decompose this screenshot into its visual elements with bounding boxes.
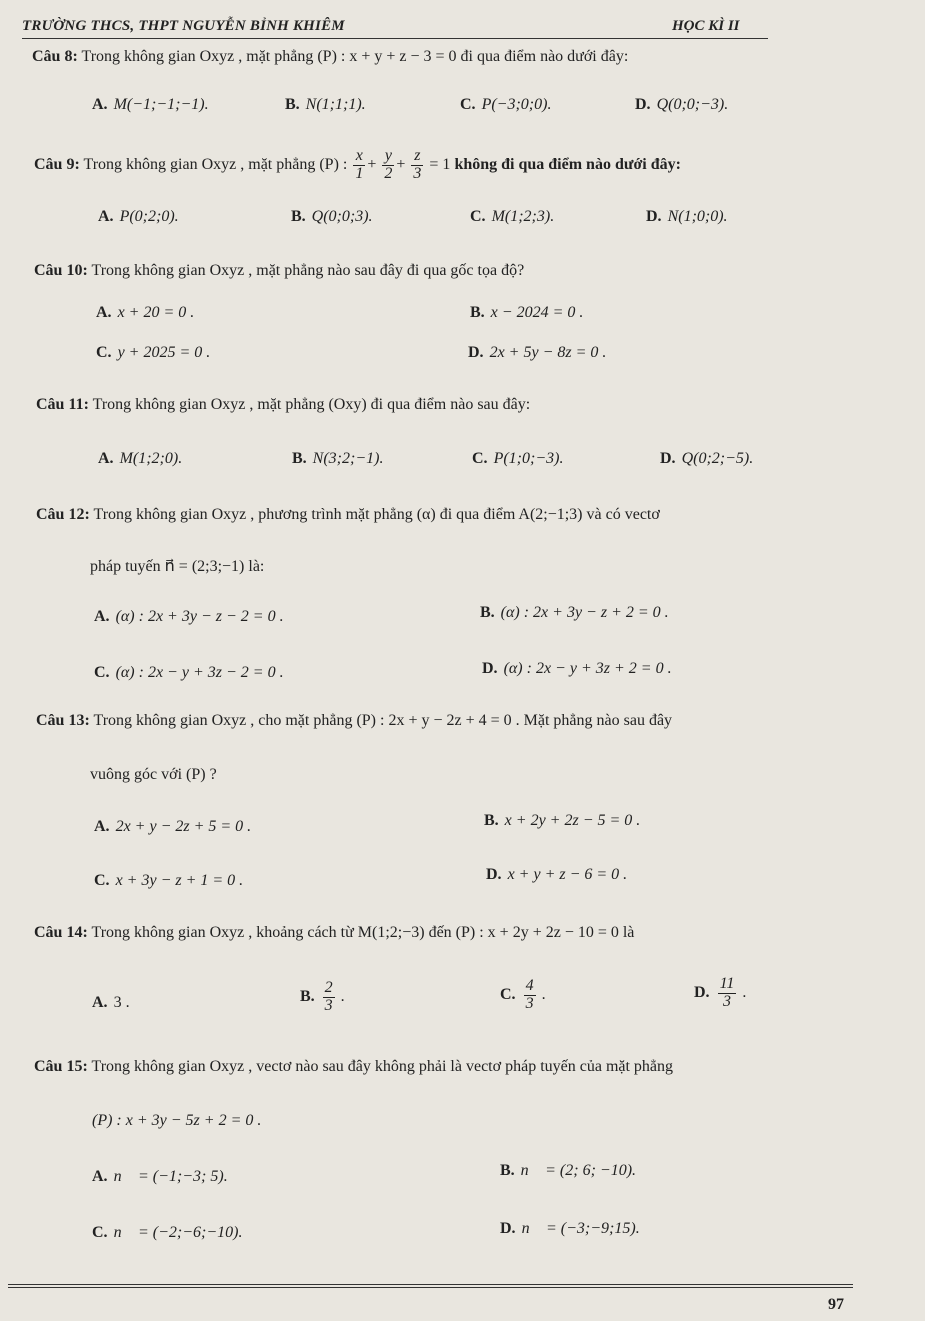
option-label: C.	[500, 985, 516, 1003]
option-text: (α) : 2x − y + 3z − 2 = 0 .	[115, 664, 284, 681]
question-8-text: Trong không gian Oxyz , mặt phẳng (P) : x + y + z − 3 = 0 đi qua điểm nào dưới đây:	[81, 48, 629, 65]
question-14	[34, 924, 634, 942]
q10-option-c[interactable]	[96, 344, 210, 362]
q8-option-b[interactable]	[285, 96, 366, 114]
option-fraction	[718, 976, 737, 1011]
option-label: A.	[92, 1168, 108, 1185]
option-fraction	[524, 978, 536, 1013]
frac-num: 11	[719, 975, 735, 992]
question-8-label: Câu 8:	[32, 48, 78, 65]
option-text: x + 2y + 2z − 5 = 0 .	[504, 812, 641, 829]
option-label: A.	[92, 96, 108, 113]
option-label: B.	[292, 450, 307, 467]
q10-option-d[interactable]	[468, 344, 606, 362]
option-label: B.	[300, 987, 315, 1005]
option-label: A.	[96, 304, 112, 321]
frac-den: 3	[722, 992, 731, 1010]
option-text: M(1;2;3).	[491, 208, 555, 225]
option-text: N(3;2;−1).	[312, 450, 384, 467]
q12-option-a[interactable]	[94, 608, 284, 626]
option-label: D.	[660, 450, 676, 467]
frac-den: 2	[384, 164, 393, 182]
q14-option-d[interactable]: D. $\frac{11}{3}$ .	[694, 975, 747, 1010]
q8-option-d[interactable]	[635, 96, 728, 114]
option-label: D.	[486, 866, 502, 883]
option-text: n⃗ = (−2;−6;−10).	[113, 1224, 243, 1241]
fraction-x-1	[353, 148, 365, 183]
frac-den: 3	[525, 994, 534, 1012]
option-text: N(1;0;0).	[667, 208, 728, 225]
frac-num: y	[382, 148, 394, 166]
option-label: D.	[500, 1220, 516, 1237]
option-label: C.	[94, 664, 110, 681]
question-14-text: Trong không gian Oxyz , khoảng cách từ M(1;2;−3) đến (P) : x + 2y + 2z − 10 = 0 là	[91, 924, 635, 941]
option-text: Q(0;0;3).	[311, 208, 373, 225]
question-9-text-before: Trong không gian Oxyz , mặt phẳng (P) :	[83, 155, 348, 173]
option-label: B.	[500, 1162, 515, 1179]
option-text: x + y + z − 6 = 0 .	[507, 866, 628, 883]
option-text: y + 2025 = 0 .	[117, 344, 211, 361]
q9-option-d[interactable]	[646, 208, 728, 226]
option-label: A.	[94, 608, 110, 625]
question-13	[36, 712, 672, 730]
frac-num: z	[411, 148, 423, 166]
option-label: D.	[635, 96, 651, 113]
question-13-text: Trong không gian Oxyz , cho mặt phẳng (P) : 2x + y − 2z + 4 = 0 . Mặt phẳng nào sau đây	[93, 712, 673, 729]
school-name: TRƯỜNG THCS, THPT NGUYỄN BỈNH KHIÊM	[22, 18, 345, 34]
header-divider	[22, 38, 768, 39]
option-label: A.	[98, 450, 114, 467]
option-label: B.	[470, 304, 485, 321]
option-label: C.	[470, 208, 486, 225]
question-13-cont: vuông góc với (P) ?	[90, 766, 217, 783]
option-label: C.	[460, 96, 476, 113]
q11-option-c[interactable]	[472, 450, 563, 468]
q9-option-c[interactable]	[470, 208, 554, 226]
frac-num: x	[353, 148, 365, 166]
option-label: C.	[92, 1224, 108, 1241]
option-label: B.	[291, 208, 306, 225]
question-12-label: Câu 12:	[36, 506, 90, 523]
option-label: A.	[94, 818, 110, 835]
question-8	[32, 48, 628, 66]
question-13-label: Câu 13:	[36, 712, 90, 729]
question-10-label: Câu 10:	[34, 262, 88, 279]
fraction-z-3	[411, 148, 423, 183]
option-text: P(0;2;0).	[119, 208, 179, 225]
option-text: 2x + 5y − 8z = 0 .	[489, 344, 607, 361]
option-text: 3 .	[113, 994, 130, 1011]
question-15-text: Trong không gian Oxyz , vectơ nào sau đây không phải là vectơ pháp tuyến của mặt phẳng	[91, 1058, 674, 1075]
q14-option-c[interactable]: C. $\frac{4}{3}$ .	[500, 977, 546, 1012]
option-text: (α) : 2x + 3y − z − 2 = 0 .	[115, 608, 284, 625]
q13-option-d[interactable]	[486, 866, 627, 884]
question-10-text: Trong không gian Oxyz , mặt phẳng nào sau đây đi qua gốc tọa độ?	[91, 262, 525, 279]
option-label: D.	[468, 344, 484, 361]
q13-option-b[interactable]	[484, 812, 640, 830]
footer-divider	[8, 1284, 853, 1288]
option-text: M(−1;−1;−1).	[113, 96, 209, 113]
option-text: x − 2024 = 0 .	[490, 304, 584, 321]
option-label: B.	[484, 812, 499, 829]
q13-option-a[interactable]	[94, 818, 251, 836]
option-label: D.	[482, 660, 498, 677]
option-label: B.	[285, 96, 300, 113]
question-11	[36, 396, 530, 414]
option-text: Q(0;0;−3).	[656, 96, 729, 113]
frac-den: 1	[355, 164, 364, 182]
option-label: D.	[694, 983, 710, 1001]
frac-num: 2	[324, 979, 333, 996]
q14-option-b[interactable]: B. $\frac{2}{3}$ .	[300, 979, 345, 1014]
option-text: P(1;0;−3).	[493, 450, 564, 467]
q10-option-b[interactable]	[470, 304, 583, 322]
question-9-text-after: không đi qua điểm nào dưới đây:	[454, 155, 681, 173]
q8-option-a[interactable]	[92, 96, 209, 114]
q10-option-a[interactable]	[96, 304, 194, 322]
question-11-label: Câu 11:	[36, 396, 89, 413]
q12-option-c[interactable]	[94, 664, 284, 682]
q15-option-d[interactable]	[500, 1220, 640, 1238]
q8-option-c[interactable]	[460, 96, 551, 114]
option-label: B.	[480, 604, 495, 621]
frac-den: 3	[324, 996, 333, 1014]
q11-option-a[interactable]	[98, 450, 182, 468]
q15-option-b[interactable]	[500, 1162, 636, 1180]
question-15	[34, 1058, 673, 1076]
option-text: x + 3y − z + 1 = 0 .	[115, 872, 244, 889]
option-text: n⃗ = (−3;−9;15).	[521, 1220, 640, 1237]
question-12-cont: pháp tuyến n⃗ = (2;3;−1) là:	[90, 558, 265, 575]
question-10	[34, 262, 524, 280]
question-15-cont: (P) : x + 3y − 5z + 2 = 0 .	[92, 1112, 262, 1129]
option-text: P(−3;0;0).	[481, 96, 552, 113]
q13-option-c[interactable]	[94, 872, 243, 890]
question-9-label: Câu 9:	[34, 155, 80, 173]
q15-option-a[interactable]	[92, 1168, 228, 1186]
q11-option-d[interactable]	[660, 450, 753, 468]
q15-option-c[interactable]	[92, 1224, 243, 1242]
option-text: (α) : 2x + 3y − z + 2 = 0 .	[500, 604, 669, 621]
option-label: C.	[94, 872, 110, 889]
option-text: n⃗ = (−1;−3; 5).	[113, 1168, 228, 1185]
frac-den: 3	[413, 164, 422, 182]
question-14-label: Câu 14:	[34, 924, 88, 941]
q14-option-a[interactable]	[92, 994, 130, 1012]
q9-option-b[interactable]	[291, 208, 373, 226]
question-12	[36, 506, 660, 524]
option-label: A.	[98, 208, 114, 225]
option-label: C.	[472, 450, 488, 467]
q12-option-b[interactable]	[480, 604, 669, 622]
q12-option-d[interactable]	[482, 660, 672, 678]
option-text: M(1;2;0).	[119, 450, 183, 467]
question-12-text: Trong không gian Oxyz , phương trình mặt phẳng (α) đi qua điểm A(2;−1;3) và có vectơ	[93, 506, 660, 523]
option-text: (α) : 2x − y + 3z + 2 = 0 .	[503, 660, 672, 677]
question-15-label: Câu 15:	[34, 1058, 88, 1075]
page-number: 97	[828, 1296, 844, 1313]
option-fraction	[323, 980, 335, 1015]
option-text: n⃗ = (2; 6; −10).	[520, 1162, 637, 1179]
q11-option-b[interactable]	[292, 450, 383, 468]
question-9: Câu 9: Trong không gian Oxyz , mặt phẳng (P) : $\frac{x}{1}$ + $\frac{y}{2}$ + $\frac{z}{3}$ = 1 không đi qua điểm nào dưới đây:	[34, 147, 681, 182]
question-11-text: Trong không gian Oxyz , mặt phẳng (Oxy) đi qua điểm nào sau đây:	[92, 396, 531, 413]
option-text: N(1;1;1).	[305, 96, 366, 113]
option-label: D.	[646, 208, 662, 225]
term-label: HỌC KÌ II	[672, 18, 740, 34]
fraction-y-2	[382, 148, 394, 183]
frac-num: 4	[525, 977, 534, 994]
option-label: C.	[96, 344, 112, 361]
q9-option-a[interactable]	[98, 208, 179, 226]
option-label: A.	[92, 994, 108, 1011]
option-text: x + 20 = 0 .	[117, 304, 195, 321]
option-text: Q(0;2;−5).	[681, 450, 754, 467]
option-text: 2x + y − 2z + 5 = 0 .	[115, 818, 252, 835]
question-9-equals: = 1	[429, 155, 451, 173]
